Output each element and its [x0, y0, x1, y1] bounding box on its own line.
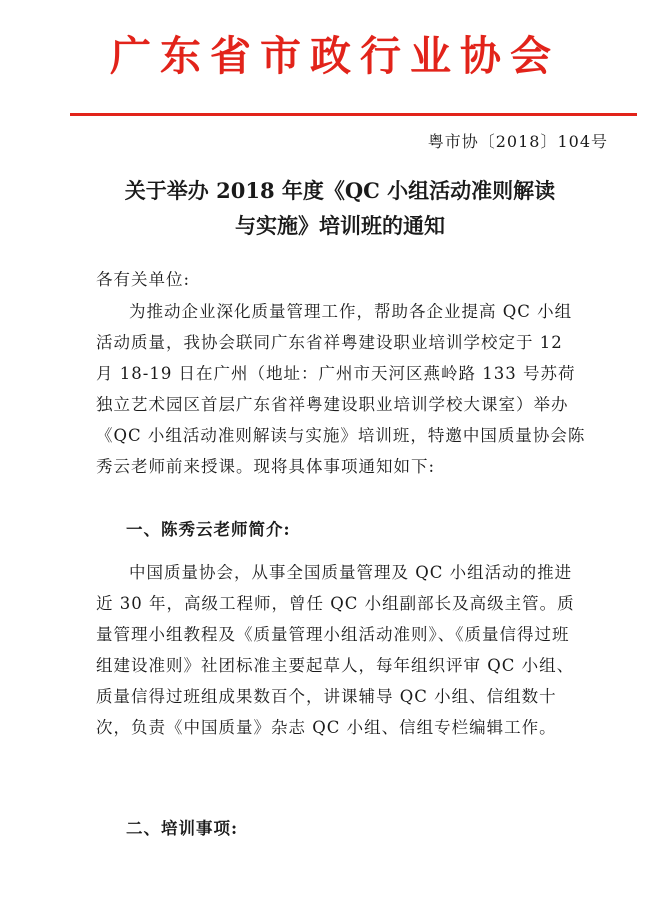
- teacher-bio-paragraph: 中国质量协会，从事全国质量管理及 QC 小组活动的推进近 30 年，高级工程师，曾任 QC 小组副部长及高级主管。质量管理小组教程及《质量管理小组活动准则》、《质量信得过班组建设准则》社团标准主要起草人，每年组织评审 QC 小组、质量信得过班组成果数百个，讲课辅导 QC 小组、信组数十次，负责《中国质量》杂志 QC 小组、信组专栏编辑工作。: [96, 563, 575, 737]
- letterhead-org-name: 广东省市政行业协会: [110, 32, 560, 80]
- intro-paragraph: 为推动企业深化质量管理工作，帮助各企业提高 QC 小组活动质量，我协会联同广东省祥粤建设职业培训学校定于 12 月 18-19 日在广州（地址：广州市天河区燕岭路 133 号苏荷独立艺术园区首层广东省祥粤建设职业培训学校大课室）举办《QC 小组活动准则解读与实施》培训班，特邀中国质量协会陈秀云老师前来授课。现将具体事项通知如下:: [96, 302, 586, 476]
- letterhead-red-rule: [70, 113, 637, 116]
- section-heading-teacher-intro: 一、陈秀云老师简介:: [126, 520, 291, 539]
- document-title-line-1: 关于举办 2018 年度《QC 小组活动准则解读: [124, 178, 556, 203]
- document-title: [70, 173, 610, 243]
- section-heading-training-details: 二、培训事项:: [126, 819, 239, 838]
- salutation: 各有关单位:: [96, 270, 191, 289]
- document-number: 粤市协〔2018〕104号: [427, 132, 608, 151]
- document-title-line-2: 与实施》培训班的通知: [235, 213, 445, 238]
